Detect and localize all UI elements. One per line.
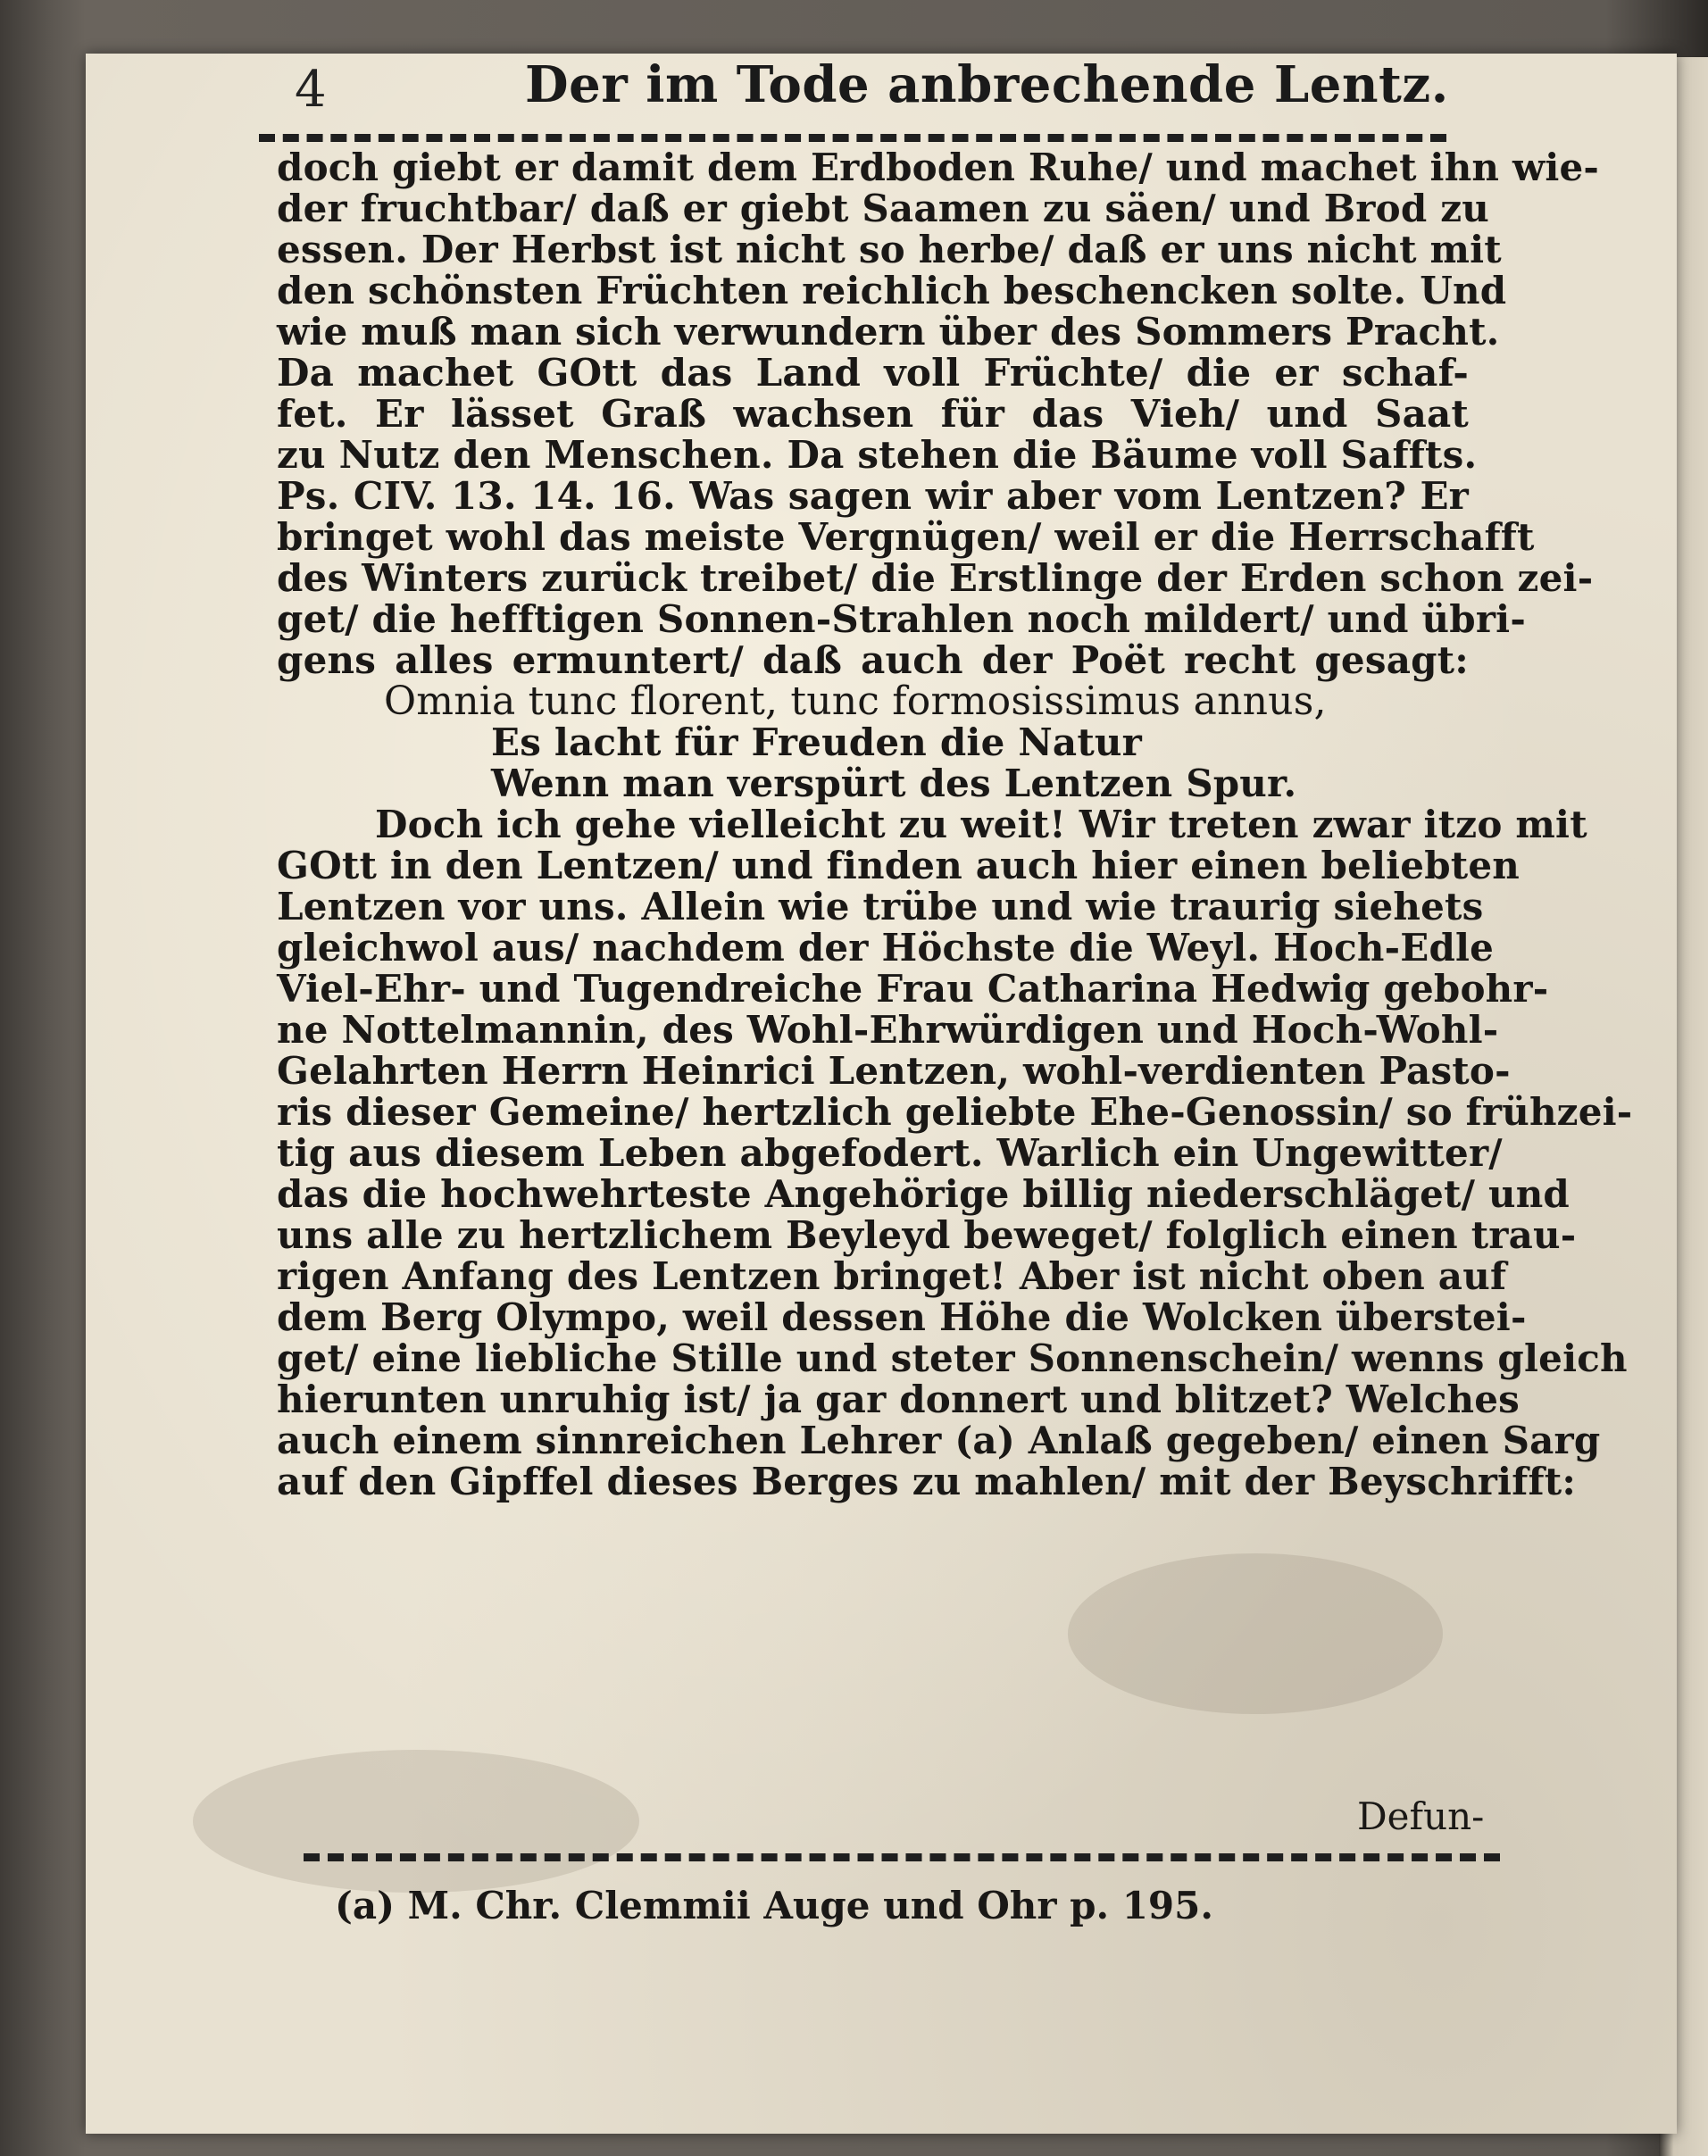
text-line: get/ eine liebliche Stille und steter Sonnenschein/ wenns gleich xyxy=(277,1336,1628,1380)
verse-line: Es lacht für Freuden die Natur xyxy=(491,720,1142,764)
paper-stain xyxy=(1068,1553,1443,1714)
footnote: (a) M. Chr. Clemmii Auge und Ohr p. 195. xyxy=(335,1884,1213,1927)
text-line: Lentzen vor uns. Allein wie trübe und wie traurig siehets xyxy=(277,885,1484,928)
text-line: gens alles ermuntert/ daß auch der Poët recht gesagt: xyxy=(277,638,1469,682)
text-line: auch einem sinnreichen Lehrer (a) Anlaß gegeben/ einen Sarg xyxy=(277,1419,1601,1462)
text-line: gleichwol aus/ nachdem der Höchste die Weyl. Hoch-Edle xyxy=(277,926,1495,970)
text-line: uns alle zu hertzlichem Beyleyd beweget/ folglich einen trau- xyxy=(277,1213,1577,1257)
text-line: tig aus diesem Leben abgefodert. Warlich ein Ungewitter/ xyxy=(277,1131,1503,1175)
text-line: Gelahrten Herrn Heinrici Lentzen, wohl-verdienten Pasto- xyxy=(277,1049,1511,1093)
verse-line: Wenn man verspürt des Lentzen Spur. xyxy=(491,762,1297,805)
text-line: hierunten unruhig ist/ ja gar donnert und blitzet? Welches xyxy=(277,1378,1521,1421)
text-line: fet. Er lässet Graß wachsen für das Vieh/ und Saat xyxy=(277,392,1469,436)
text-line: das die hochwehrteste Angehörige billig niederschläget/ und xyxy=(277,1172,1571,1216)
running-title: Der im Tode anbrechende Lentz. xyxy=(525,55,1449,114)
text-line: bringet wohl das meiste Vergnügen/ weil er die Herrschafft xyxy=(277,515,1535,559)
catchword: Defun- xyxy=(1357,1794,1485,1838)
text-line: Ps. CIV. 13. 14. 16. Was sagen wir aber vom Lentzen? Er xyxy=(277,474,1469,518)
paper-stain xyxy=(193,1750,639,1893)
text-line: essen. Der Herbst ist nicht so herbe/ daß er uns nicht mit xyxy=(277,228,1502,271)
text-line: dem Berg Olympo, weil dessen Höhe die Wolcken überstei- xyxy=(277,1295,1527,1339)
text-line: GOtt in den Lentzen/ und finden auch hier einen beliebten xyxy=(277,844,1521,887)
text-line: get/ die hefftigen Sonnen-Strahlen noch mildert/ und übri- xyxy=(277,597,1526,641)
page-header xyxy=(295,55,1455,127)
text-line: der fruchtbar/ daß er giebt Saamen zu säen/ und Brod zu xyxy=(277,187,1490,230)
text-line: ne Nottelmannin, des Wohl-Ehrwürdigen und Hoch-Wohl- xyxy=(277,1008,1499,1052)
text-line: Viel-Ehr- und Tugendreiche Frau Catharina Hedwig gebohr- xyxy=(277,967,1549,1011)
text-line: rigen Anfang des Lentzen bringet! Aber ist nicht oben auf xyxy=(277,1254,1507,1298)
page-number: 4 xyxy=(295,61,327,119)
paragraph-start-line: Doch ich gehe vielleicht zu weit! Wir treten zwar itzo mit xyxy=(375,803,1587,846)
header-rule xyxy=(259,134,1446,142)
text-line: auf den Gipffel dieses Berges zu mahlen/ mit der Beyschrifft: xyxy=(277,1460,1577,1503)
latin-verse-line: Omnia tunc florent, tunc formosissimus annus, xyxy=(384,678,1327,724)
text-line: zu Nutz den Menschen. Da stehen die Bäume voll Saffts. xyxy=(277,433,1478,477)
text-line: Da machet GOtt das Land voll Früchte/ die er schaf- xyxy=(277,351,1469,395)
text-line: den schönsten Früchten reichlich beschencken solte. Und xyxy=(277,269,1507,312)
text-line: doch giebt er damit dem Erdboden Ruhe/ und machet ihn wie- xyxy=(277,146,1600,189)
body-text xyxy=(277,146,1633,1503)
text-line: des Winters zurück treibet/ die Erstlinge der Erden schon zei- xyxy=(277,556,1594,600)
footnote-rule xyxy=(304,1853,1500,1861)
text-line: wie muß man sich verwundern über des Sommers Pracht. xyxy=(277,310,1500,354)
text-line: ris dieser Gemeine/ hertzlich geliebte Ehe-Genossin/ so frühzei- xyxy=(277,1090,1633,1134)
